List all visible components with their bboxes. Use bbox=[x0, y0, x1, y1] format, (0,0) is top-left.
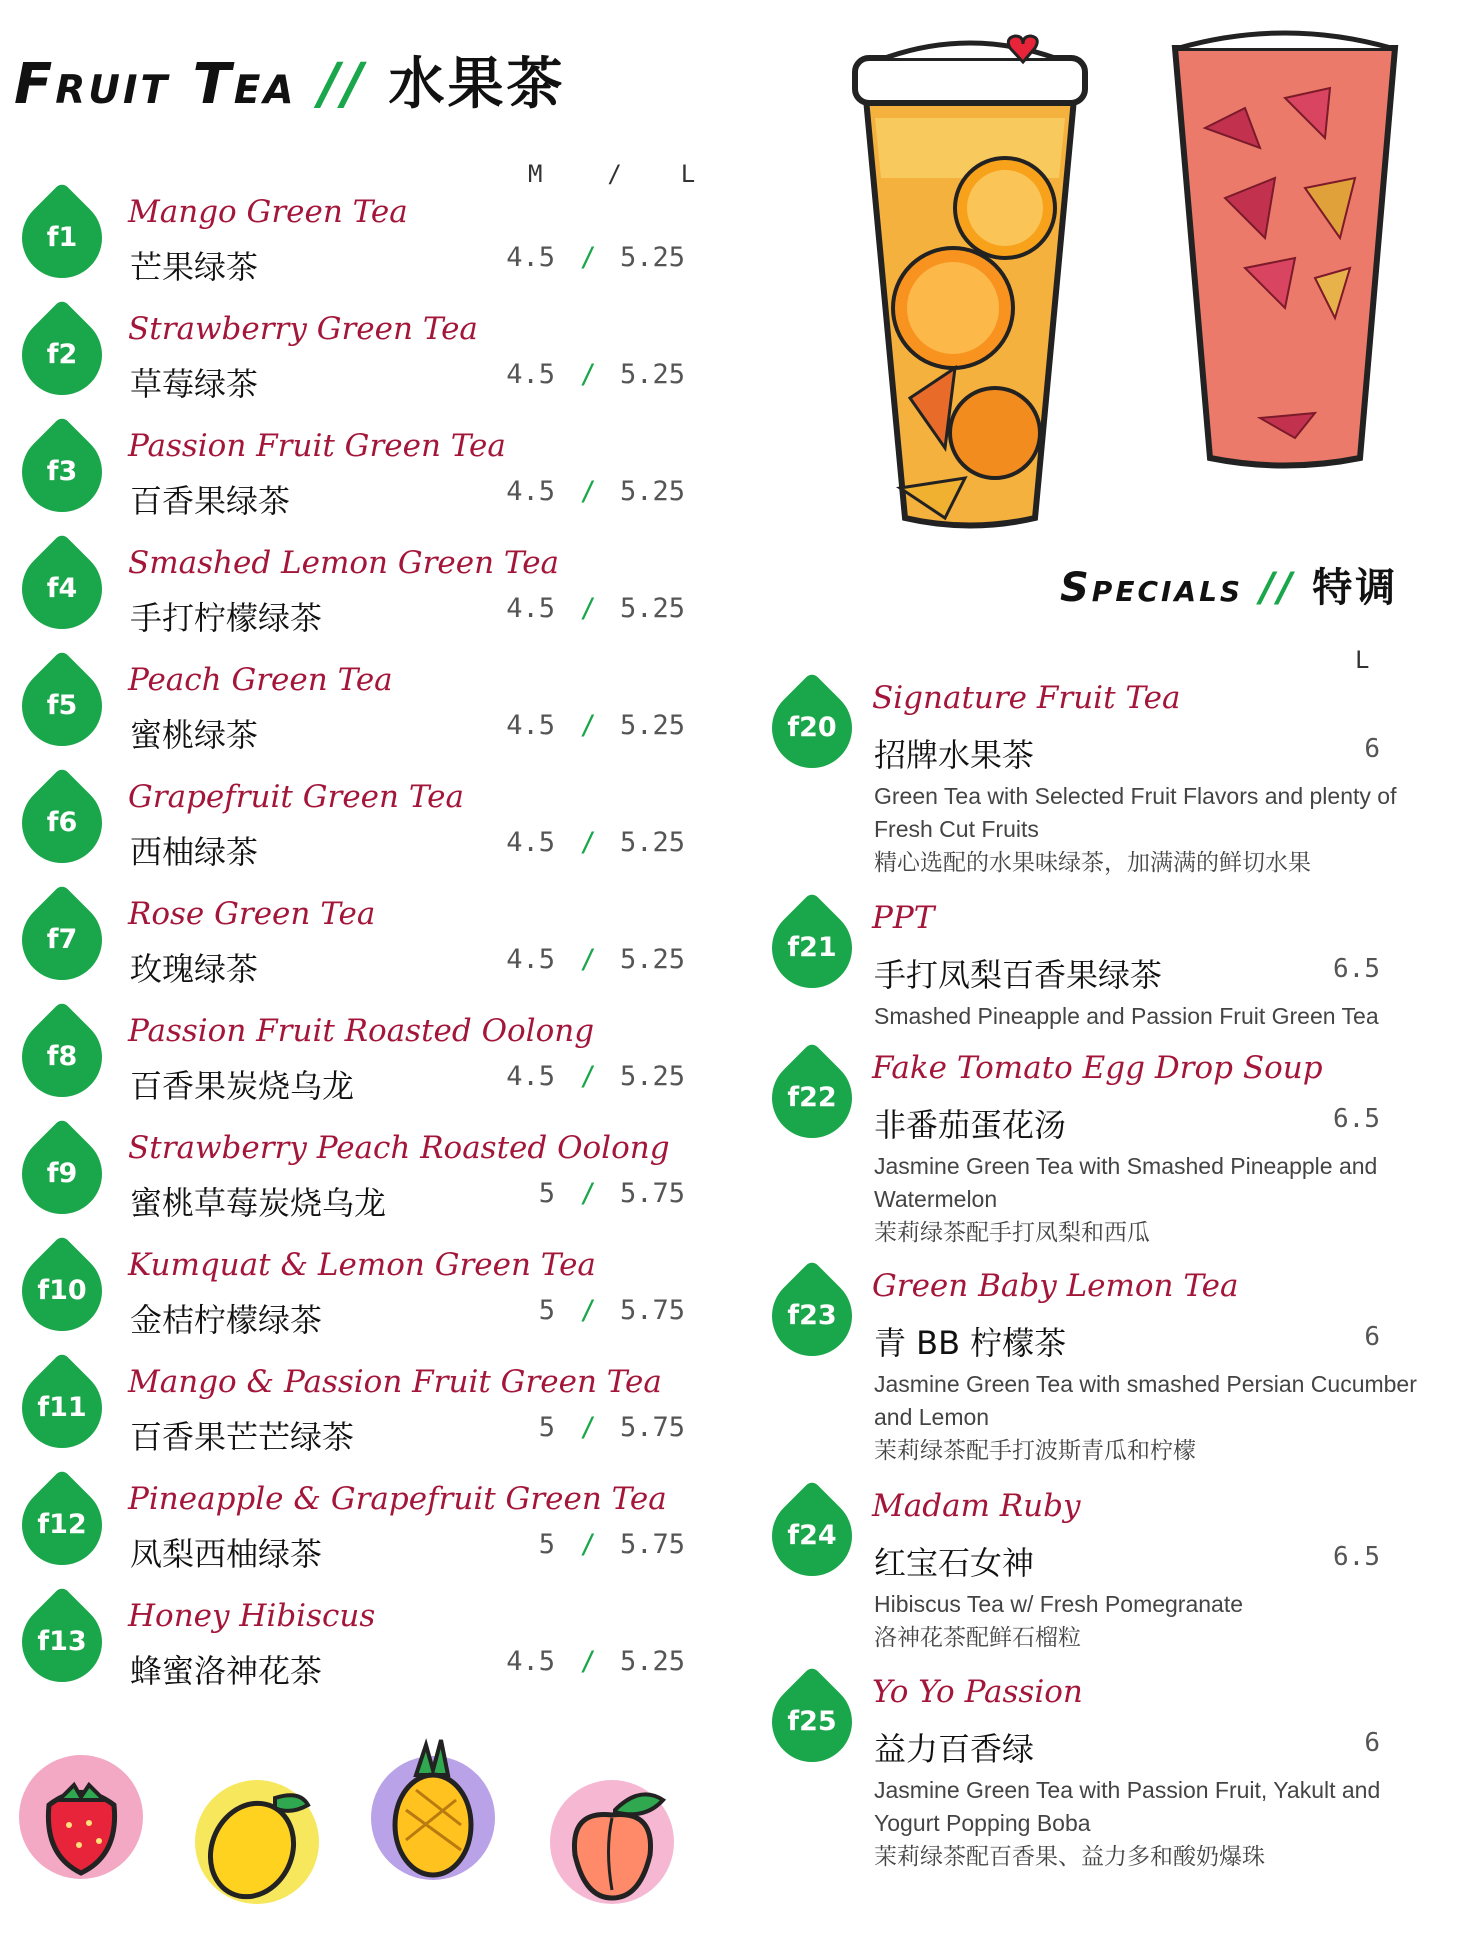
price-separator: / bbox=[580, 1178, 597, 1209]
item-name-zh: 凤梨西柚绿茶 bbox=[130, 1535, 323, 1573]
item-name-zh: 芒果绿茶 bbox=[130, 248, 259, 286]
item-name-en: Signature Fruit Tea bbox=[872, 680, 1181, 716]
item-name-zh: 玫瑰绿茶 bbox=[130, 950, 259, 988]
price-m: 5 bbox=[538, 1295, 555, 1326]
item-code: f12 bbox=[37, 1509, 87, 1540]
item-name-en: Honey Hibiscus bbox=[128, 1598, 376, 1634]
price-separator: / bbox=[580, 242, 597, 273]
item-name-zh: 青 BB 柠檬茶 bbox=[874, 1324, 1067, 1362]
specials-title-en: Specials bbox=[1060, 565, 1244, 611]
fruit-tea-item bbox=[0, 1477, 700, 1593]
price-l: 5.25 bbox=[620, 710, 686, 741]
fruit-tea-item bbox=[0, 1009, 700, 1125]
item-code: f23 bbox=[787, 1300, 837, 1331]
price-m: 5 bbox=[538, 1178, 555, 1209]
fruit-tea-item bbox=[0, 658, 700, 774]
price-l: 5.75 bbox=[620, 1529, 686, 1560]
price-separator: / bbox=[580, 1412, 597, 1443]
fruit-tea-item bbox=[0, 190, 700, 306]
price-l: 5.25 bbox=[620, 359, 686, 390]
item-name-en: Mango & Passion Fruit Green Tea bbox=[128, 1364, 662, 1400]
item-code: f25 bbox=[787, 1706, 837, 1737]
price-l: 5.75 bbox=[620, 1295, 686, 1326]
strawberry-icon bbox=[14, 1745, 149, 1880]
item-code: f10 bbox=[37, 1275, 87, 1306]
size-l-label: L bbox=[680, 160, 696, 188]
price-l: 5.25 bbox=[620, 1646, 686, 1677]
item-name-en: PPT bbox=[872, 900, 935, 936]
price-m: 5 bbox=[538, 1412, 555, 1443]
item-description-zh: 茉莉绿茶配手打凤梨和西瓜 bbox=[874, 1219, 1150, 1245]
lemon-icon bbox=[190, 1770, 325, 1905]
fruit-tea-item bbox=[0, 892, 700, 1008]
orange-fruit-tea-cup-illustration bbox=[845, 18, 1095, 538]
item-code: f20 bbox=[787, 712, 837, 743]
item-name-zh: 蜜桃草莓炭烧乌龙 bbox=[130, 1184, 387, 1222]
item-description-en: Jasmine Green Tea with Passion Fruit, Yakult and Yogurt Popping Boba bbox=[874, 1777, 1381, 1836]
fruit-tea-item bbox=[0, 1243, 700, 1359]
price-m: 5 bbox=[538, 1529, 555, 1560]
item-description-zh: 洛神花茶配鲜石榴粒 bbox=[874, 1624, 1081, 1650]
item-name-zh: 招牌水果茶 bbox=[874, 736, 1035, 774]
price-m: 4.5 bbox=[506, 359, 555, 390]
price-m: 4.5 bbox=[506, 944, 555, 975]
item-code: f2 bbox=[46, 339, 78, 370]
item-name-en: Yo Yo Passion bbox=[872, 1674, 1083, 1710]
item-description-en: Jasmine Green Tea with Smashed Pineapple and Watermelon bbox=[874, 1153, 1378, 1212]
size-m-label: M bbox=[528, 160, 543, 188]
price-separator: / bbox=[580, 1295, 597, 1326]
peach-icon bbox=[545, 1770, 680, 1905]
item-price: 6.5 bbox=[1333, 1104, 1380, 1134]
item-name-zh: 西柚绿茶 bbox=[130, 833, 259, 871]
item-name-en: Fake Tomato Egg Drop Soup bbox=[872, 1050, 1323, 1086]
item-description-en: Green Tea with Selected Fruit Flavors and plenty of Fresh Cut Fruits bbox=[874, 783, 1397, 842]
price-m: 4.5 bbox=[506, 1061, 555, 1092]
price-separator: / bbox=[580, 359, 597, 390]
fruit-tea-item bbox=[0, 307, 700, 423]
item-name-zh: 红宝石女神 bbox=[874, 1544, 1035, 1582]
specials-separator: // bbox=[1260, 565, 1296, 611]
item-name-en: Mango Green Tea bbox=[128, 194, 408, 230]
price-m: 4.5 bbox=[506, 593, 555, 624]
item-name-en: Grapefruit Green Tea bbox=[128, 779, 464, 815]
price-separator: / bbox=[580, 827, 597, 858]
specials-size-l-label: L bbox=[1355, 646, 1370, 674]
item-name-zh: 草莓绿茶 bbox=[130, 365, 259, 403]
item-description-en: Jasmine Green Tea with smashed Persian Cucumber and Lemon bbox=[874, 1371, 1417, 1430]
item-price: 6 bbox=[1364, 1728, 1380, 1758]
item-name-en: Passion Fruit Roasted Oolong bbox=[128, 1013, 595, 1049]
item-name-zh: 金桔柠檬绿茶 bbox=[130, 1301, 323, 1339]
price-l: 5.25 bbox=[620, 1061, 686, 1092]
item-code: f4 bbox=[46, 573, 78, 604]
item-name-zh: 非番茄蛋花汤 bbox=[874, 1106, 1067, 1144]
price-separator: / bbox=[580, 1646, 597, 1677]
item-name-zh: 百香果绿茶 bbox=[130, 482, 291, 520]
item-code: f24 bbox=[787, 1520, 837, 1551]
price-separator: / bbox=[580, 1061, 597, 1092]
item-name-en: Madam Ruby bbox=[872, 1488, 1081, 1524]
hibiscus-tea-cup-illustration bbox=[1165, 18, 1405, 478]
fruit-tea-item bbox=[0, 1594, 700, 1710]
item-price: 6 bbox=[1364, 1322, 1380, 1352]
price-l: 5.75 bbox=[620, 1412, 686, 1443]
item-name-zh: 益力百香绿 bbox=[874, 1730, 1035, 1768]
item-price: 6 bbox=[1364, 734, 1380, 764]
item-code: f5 bbox=[46, 690, 78, 721]
pineapple-icon bbox=[366, 1730, 501, 1880]
item-name-en: Pineapple & Grapefruit Green Tea bbox=[128, 1481, 667, 1517]
specials-header bbox=[1060, 556, 1398, 613]
item-description-zh: 茉莉绿茶配百香果、益力多和酸奶爆珠 bbox=[874, 1843, 1265, 1869]
item-code: f13 bbox=[37, 1626, 87, 1657]
item-code: f21 bbox=[787, 932, 837, 963]
item-price: 6.5 bbox=[1333, 954, 1380, 984]
item-description-en: Smashed Pineapple and Passion Fruit Green Tea bbox=[874, 1003, 1379, 1029]
item-price: 6.5 bbox=[1333, 1542, 1380, 1572]
item-name-zh: 蜂蜜洛神花茶 bbox=[130, 1652, 323, 1690]
item-name-zh: 蜜桃绿茶 bbox=[130, 716, 259, 754]
item-code: f7 bbox=[46, 924, 78, 955]
price-l: 5.25 bbox=[620, 827, 686, 858]
item-code: f9 bbox=[46, 1158, 78, 1189]
item-description-zh: 精心选配的水果味绿茶，加满满的鲜切水果 bbox=[874, 849, 1311, 875]
price-separator: / bbox=[580, 593, 597, 624]
item-code: f22 bbox=[787, 1082, 837, 1113]
item-name-en: Peach Green Tea bbox=[128, 662, 393, 698]
fruit-tea-title-en: Fruit Tea bbox=[14, 52, 297, 117]
item-name-zh: 百香果芒芒绿茶 bbox=[130, 1418, 355, 1456]
price-m: 4.5 bbox=[506, 242, 555, 273]
item-name-en: Smashed Lemon Green Tea bbox=[128, 545, 560, 581]
price-separator: / bbox=[580, 944, 597, 975]
specials-title-zh: 特调 bbox=[1312, 565, 1399, 611]
item-name-zh: 手打柠檬绿茶 bbox=[130, 599, 323, 637]
fruit-tea-item bbox=[0, 424, 700, 540]
item-code: f11 bbox=[37, 1392, 87, 1423]
price-l: 5.25 bbox=[620, 476, 686, 507]
item-code: f3 bbox=[46, 456, 78, 487]
item-name-en: Passion Fruit Green Tea bbox=[128, 428, 506, 464]
price-m: 4.5 bbox=[506, 476, 555, 507]
item-name-zh: 百香果炭烧乌龙 bbox=[130, 1067, 355, 1105]
item-name-en: Rose Green Tea bbox=[128, 896, 376, 932]
fruit-tea-title-zh: 水果茶 bbox=[388, 52, 566, 117]
price-separator: / bbox=[580, 710, 597, 741]
price-m: 4.5 bbox=[506, 827, 555, 858]
price-l: 5.25 bbox=[620, 242, 686, 273]
item-name-en: Strawberry Peach Roasted Oolong bbox=[128, 1130, 670, 1166]
price-l: 5.75 bbox=[620, 1178, 686, 1209]
fruit-tea-item bbox=[0, 775, 700, 891]
size-header bbox=[528, 160, 695, 188]
item-name-en: Kumquat & Lemon Green Tea bbox=[128, 1247, 596, 1283]
fruit-tea-item bbox=[0, 1360, 700, 1476]
price-m: 4.5 bbox=[506, 710, 555, 741]
fruit-tea-separator: // bbox=[319, 52, 366, 117]
item-description-en: Hibiscus Tea w/ Fresh Pomegranate bbox=[874, 1591, 1244, 1617]
item-code: f6 bbox=[46, 807, 78, 838]
item-name-en: Green Baby Lemon Tea bbox=[872, 1268, 1239, 1304]
price-l: 5.25 bbox=[620, 944, 686, 975]
item-name-zh: 手打凤梨百香果绿茶 bbox=[874, 956, 1163, 994]
item-code: f8 bbox=[46, 1041, 78, 1072]
size-sep-label: / bbox=[607, 160, 622, 188]
fruit-tea-item bbox=[0, 1126, 700, 1242]
item-code: f1 bbox=[46, 222, 78, 253]
price-l: 5.25 bbox=[620, 593, 686, 624]
fruit-tea-item bbox=[0, 541, 700, 657]
price-separator: / bbox=[580, 476, 597, 507]
price-separator: / bbox=[580, 1529, 597, 1560]
fruit-tea-header bbox=[14, 40, 566, 120]
item-description-zh: 茉莉绿茶配手打波斯青瓜和柠檬 bbox=[874, 1437, 1196, 1463]
item-name-en: Strawberry Green Tea bbox=[128, 311, 478, 347]
price-m: 4.5 bbox=[506, 1646, 555, 1677]
